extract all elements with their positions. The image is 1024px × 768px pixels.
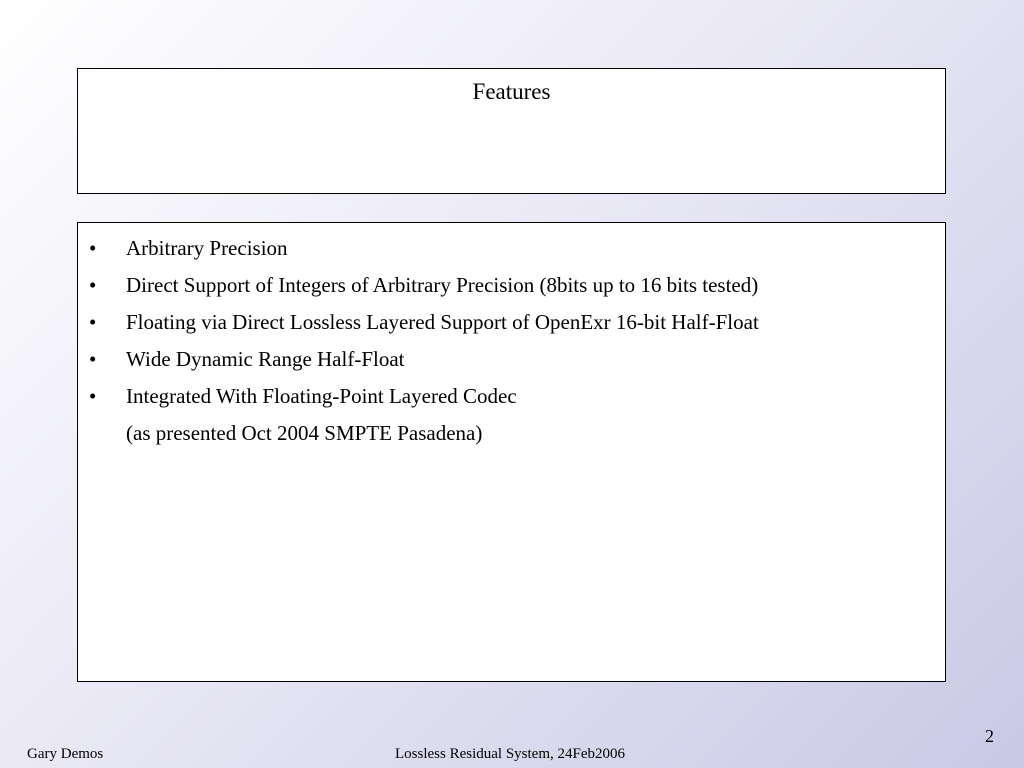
bullet-text: Wide Dynamic Range Half-Float [126,347,405,371]
slide-title-box [77,68,946,194]
bullet-dot-icon: • [89,384,97,408]
bullet-item [78,341,945,378]
footer-title: Lossless Residual System, 24Feb2006 [395,746,626,762]
bullet-dot-icon: • [89,310,97,334]
footer-author: Gary Demos [27,746,104,762]
bullet-item [78,267,945,304]
bullet-item [78,304,945,341]
page-number: 2 [985,726,994,746]
slide-title: Features [472,79,551,104]
slide-body-box [77,222,946,682]
bullet-dot-icon: • [89,236,97,260]
bullet-continuation: (as presented Oct 2004 SMPTE Pasadena) [126,421,483,445]
bullet-dot-icon: • [89,273,97,297]
bullet-dot-icon: • [89,347,97,371]
bullet-item [78,230,945,267]
bullet-text: Floating via Direct Lossless Layered Support of OpenExr 16-bit Half-Float [126,310,759,334]
bullet-text: Integrated With Floating-Point Layered Codec [126,384,517,408]
bullet-text: Direct Support of Integers of Arbitrary Precision (8bits up to 16 bits tested) [126,273,759,297]
bullet-text: Arbitrary Precision [126,236,288,260]
bullet-item [78,378,945,415]
bullet-list [78,223,945,452]
